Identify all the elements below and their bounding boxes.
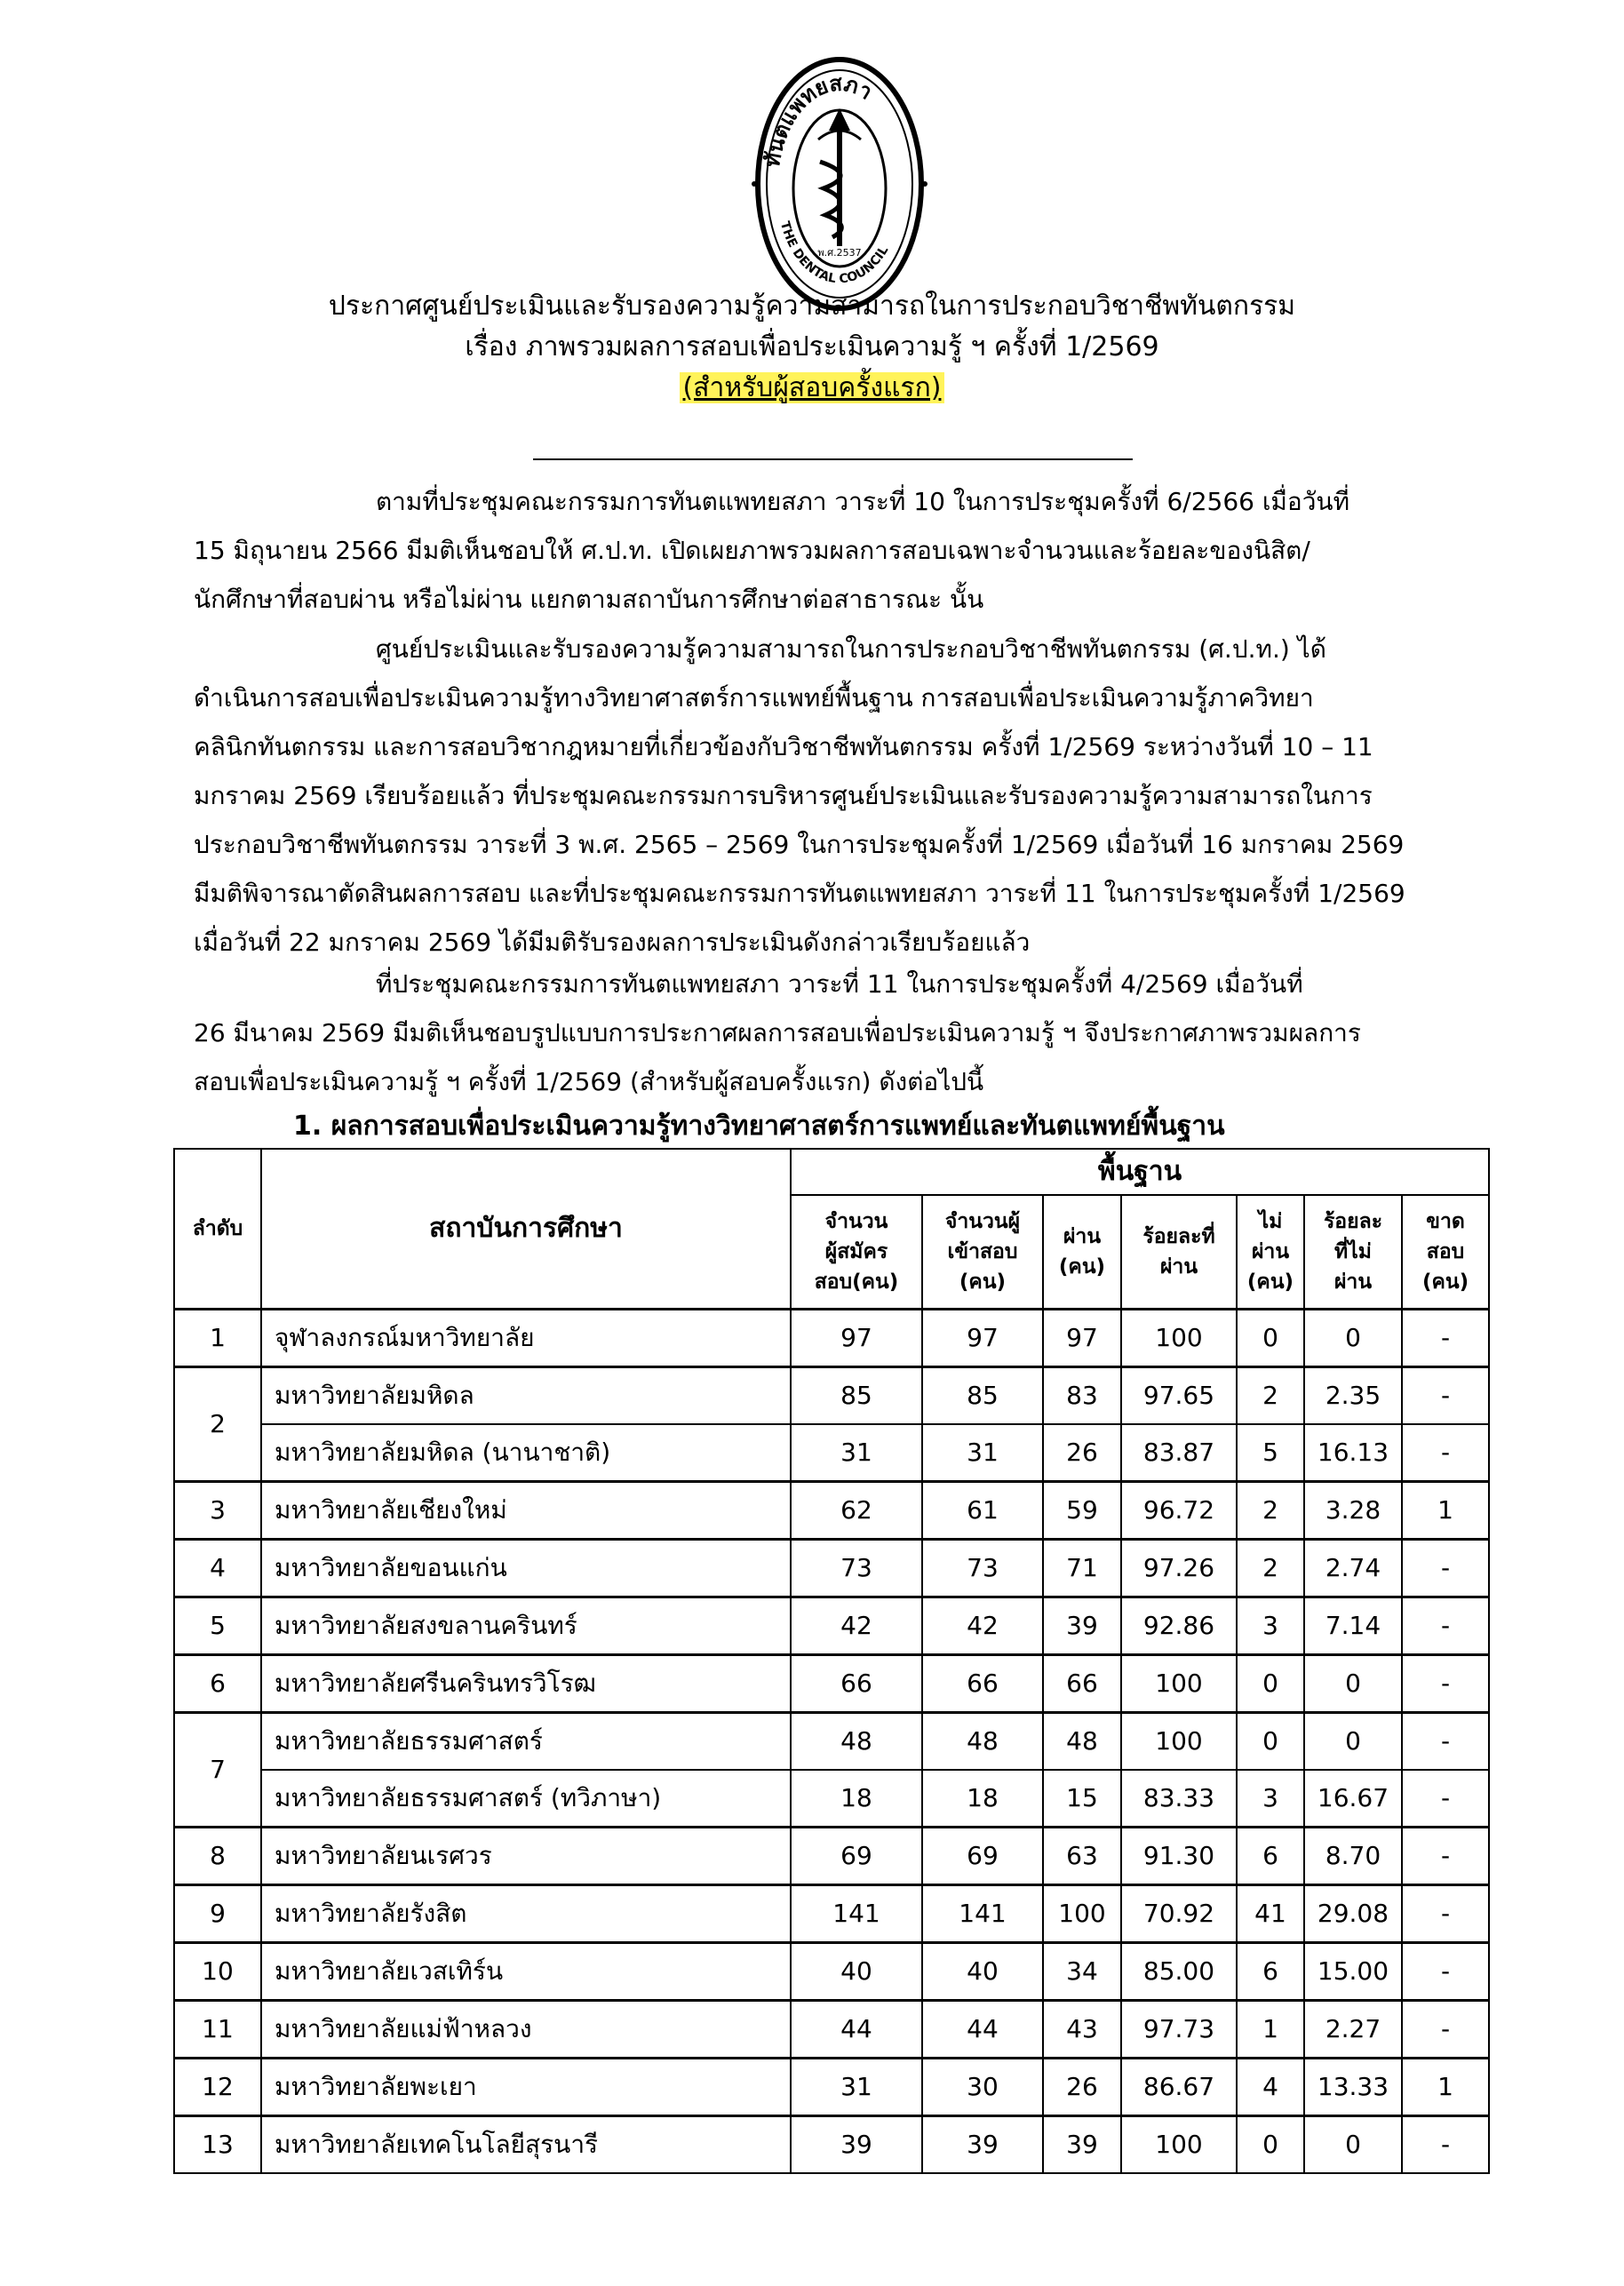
cell-value: 66 xyxy=(1043,1654,1121,1712)
row-number: 13 xyxy=(174,2115,261,2173)
cell-value: 43 xyxy=(1043,2000,1121,2058)
row-number: 10 xyxy=(174,1942,261,2000)
cell-value: 39 xyxy=(791,2115,922,2173)
cell-value: - xyxy=(1402,2115,1489,2173)
cell-value: 15 xyxy=(1043,1770,1121,1828)
institution-name: มหาวิทยาลัยนเรศวร xyxy=(261,1827,791,1884)
cell-value: 100 xyxy=(1043,1884,1121,1942)
table-row xyxy=(174,1481,1489,1539)
row-number: 3 xyxy=(174,1481,261,1539)
cell-value: - xyxy=(1402,1884,1489,1942)
header-no: ลำดับ xyxy=(174,1149,261,1309)
announcement-heading xyxy=(160,286,1464,409)
cell-value: 0 xyxy=(1237,1309,1304,1366)
cell-value: 141 xyxy=(791,1884,922,1942)
cell-value: 2 xyxy=(1237,1481,1304,1539)
paragraph-1-line: นักศึกษาที่สอบผ่าน หรือไม่ผ่าน แยกตามสถาบันการศึกษาต่อสาธารณะ นั้น xyxy=(194,585,984,614)
cell-value: - xyxy=(1402,1366,1489,1424)
paragraph-2 xyxy=(194,625,1464,967)
cell-value: 83.87 xyxy=(1121,1424,1237,1482)
cell-value: 30 xyxy=(922,2058,1043,2115)
cell-value: - xyxy=(1402,1654,1489,1712)
cell-value: 44 xyxy=(922,2000,1043,2058)
cell-value: 97 xyxy=(922,1309,1043,1366)
header-col-line: ผ่าน xyxy=(1333,1270,1373,1294)
cell-value: 16.13 xyxy=(1304,1424,1402,1482)
cell-value: 2 xyxy=(1237,1366,1304,1424)
table-row xyxy=(174,1654,1489,1712)
row-number: 7 xyxy=(174,1712,261,1827)
paragraph-3-line: สอบเพื่อประเมินความรู้ ฯ ครั้งที่ 1/2569 (สำหรับผู้สอบครั้งแรก) ดังต่อไปนี้ xyxy=(194,1067,984,1096)
cell-value: 31 xyxy=(791,2058,922,2115)
cell-value: - xyxy=(1402,1942,1489,2000)
cell-value: 7.14 xyxy=(1304,1597,1402,1654)
header-col-line: ไม่ xyxy=(1258,1209,1283,1233)
table-row xyxy=(174,2000,1489,2058)
cell-value: 42 xyxy=(791,1597,922,1654)
table-row xyxy=(174,1424,1489,1482)
cell-value: - xyxy=(1402,1712,1489,1770)
cell-value: 41 xyxy=(1237,1884,1304,1942)
cell-value: 16.67 xyxy=(1304,1770,1402,1828)
cell-value: 39 xyxy=(922,2115,1043,2173)
cell-value: 48 xyxy=(922,1712,1043,1770)
cell-value: 31 xyxy=(791,1424,922,1482)
paragraph-3 xyxy=(194,960,1464,1106)
header-col-line: ผ่าน xyxy=(1063,1224,1102,1248)
cell-value: - xyxy=(1402,1827,1489,1884)
cell-value: - xyxy=(1402,2000,1489,2058)
results-table xyxy=(173,1148,1490,2174)
institution-name: มหาวิทยาลัยเวสเทิร์น xyxy=(261,1942,791,2000)
cell-value: 0 xyxy=(1304,1654,1402,1712)
cell-value: 2.35 xyxy=(1304,1366,1402,1424)
cell-value: 96.72 xyxy=(1121,1481,1237,1539)
row-number: 5 xyxy=(174,1597,261,1654)
paragraph-2-line: ดำเนินการสอบเพื่อประเมินความรู้ทางวิทยาศาสตร์การแพทย์พื้นฐาน การสอบเพื่อประเมินความรู้ภาควิทยา xyxy=(194,683,1314,713)
cell-value: 85 xyxy=(922,1366,1043,1424)
header-col-1 xyxy=(922,1195,1043,1309)
heading-divider xyxy=(533,458,1133,460)
cell-value: 0 xyxy=(1237,1712,1304,1770)
seal-year: พ.ศ.2537 xyxy=(817,247,862,259)
institution-name: มหาวิทยาลัยธรรมศาสตร์ (ทวิภาษา) xyxy=(261,1770,791,1828)
cell-value: 59 xyxy=(1043,1481,1121,1539)
cell-value: 91.30 xyxy=(1121,1827,1237,1884)
cell-value: 100 xyxy=(1121,2115,1237,2173)
institution-name: จุฬาลงกรณ์มหาวิทยาลัย xyxy=(261,1309,791,1366)
cell-value: 100 xyxy=(1121,1654,1237,1712)
row-number: 11 xyxy=(174,2000,261,2058)
seal-bottom-text: THE DENTAL COUNCIL xyxy=(776,219,892,287)
cell-value: 26 xyxy=(1043,2058,1121,2115)
header-col-3 xyxy=(1121,1195,1237,1309)
cell-value: 63 xyxy=(1043,1827,1121,1884)
heading-line-2: เรื่อง ภาพรวมผลการสอบเพื่อประเมินความรู้ ฯ ครั้งที่ 1/2569 xyxy=(465,331,1159,362)
section-title: 1. ผลการสอบเพื่อประเมินความรู้ทางวิทยาศาสตร์การแพทย์และทันตแพทย์พื้นฐาน xyxy=(293,1111,1225,1142)
cell-value: 1 xyxy=(1402,2058,1489,2115)
table-row xyxy=(174,1884,1489,1942)
paragraph-1-line: 15 มิถุนายน 2566 มีมติเห็นชอบให้ ศ.ป.ท. เปิดเผยภาพรวมผลการสอบเฉพาะจำนวนและร้อยละของนิสิต/ xyxy=(194,536,1310,565)
cell-value: 0 xyxy=(1237,2115,1304,2173)
header-col-line: ผ่าน xyxy=(1251,1239,1290,1263)
header-group: พื้นฐาน xyxy=(791,1149,1489,1195)
table-row xyxy=(174,1597,1489,1654)
cell-value: - xyxy=(1402,1770,1489,1828)
paragraph-2-line: เมื่อวันที่ 22 มกราคม 2569 ได้มีมติรับรองผลการประเมินดังกล่าวเรียบร้อยแล้ว xyxy=(194,928,1031,957)
heading-line-3: (สำหรับผู้สอบครั้งแรก) xyxy=(680,372,945,403)
cell-value: 69 xyxy=(791,1827,922,1884)
cell-value: - xyxy=(1402,1539,1489,1597)
paragraph-1-line: ตามที่ประชุมคณะกรรมการทันตแพทยสภา วาระที่ 10 ในการประชุมครั้งที่ 6/2566 เมื่อวันที่ xyxy=(376,487,1350,516)
header-institution: สถาบันการศึกษา xyxy=(261,1149,791,1309)
cell-value: 4 xyxy=(1237,2058,1304,2115)
cell-value: 6 xyxy=(1237,1827,1304,1884)
cell-value: 69 xyxy=(922,1827,1043,1884)
institution-name: มหาวิทยาลัยธรรมศาสตร์ xyxy=(261,1712,791,1770)
cell-value: 97.73 xyxy=(1121,2000,1237,2058)
cell-value: 66 xyxy=(922,1654,1043,1712)
cell-value: 1 xyxy=(1237,2000,1304,2058)
cell-value: 48 xyxy=(1043,1712,1121,1770)
header-col-line: (คน) xyxy=(1421,1270,1469,1294)
table-row xyxy=(174,1309,1489,1366)
cell-value: 13.33 xyxy=(1304,2058,1402,2115)
cell-value: 48 xyxy=(791,1712,922,1770)
cell-value: 71 xyxy=(1043,1539,1121,1597)
paragraph-2-line: คลินิกทันตกรรม และการสอบวิชากฎหมายที่เกี่ยวข้องกับวิชาชีพทันตกรรม ครั้งที่ 1/2569 ระหว่างวันที่ 10 – 11 xyxy=(194,732,1373,761)
table-row xyxy=(174,2115,1489,2173)
cell-value: 0 xyxy=(1304,1309,1402,1366)
cell-value: 70.92 xyxy=(1121,1884,1237,1942)
paragraph-3-line: ที่ประชุมคณะกรรมการทันตแพทยสภา วาระที่ 11 ในการประชุมครั้งที่ 4/2569 เมื่อวันที่ xyxy=(376,969,1303,999)
cell-value: 39 xyxy=(1043,1597,1121,1654)
paragraph-1 xyxy=(194,477,1464,624)
cell-value: 2.27 xyxy=(1304,2000,1402,2058)
header-col-4 xyxy=(1237,1195,1304,1309)
cell-value: - xyxy=(1402,1597,1489,1654)
institution-name: มหาวิทยาลัยรังสิต xyxy=(261,1884,791,1942)
table-row xyxy=(174,1539,1489,1597)
cell-value: 2.74 xyxy=(1304,1539,1402,1597)
cell-value: 44 xyxy=(791,2000,922,2058)
cell-value: - xyxy=(1402,1309,1489,1366)
cell-value: 29.08 xyxy=(1304,1884,1402,1942)
table-row xyxy=(174,1712,1489,1770)
cell-value: 34 xyxy=(1043,1942,1121,2000)
paragraph-2-line: ศูนย์ประเมินและรับรองความรู้ความสามารถในการประกอบวิชาชีพทันตกรรม (ศ.ป.ท.) ได้ xyxy=(376,634,1326,664)
cell-value: 0 xyxy=(1304,1712,1402,1770)
cell-value: 61 xyxy=(922,1481,1043,1539)
institution-name: มหาวิทยาลัยขอนแก่น xyxy=(261,1539,791,1597)
header-col-2 xyxy=(1043,1195,1121,1309)
cell-value: 141 xyxy=(922,1884,1043,1942)
table-row xyxy=(174,1770,1489,1828)
paragraph-2-line: มีมติพิจารณาตัดสินผลการสอบ และที่ประชุมคณะกรรมการทันตแพทยสภา วาระที่ 11 ในการประชุมครั้งที่ 1/2569 xyxy=(194,879,1405,908)
cell-value: 3.28 xyxy=(1304,1481,1402,1539)
header-col-line: ผู้สมัคร xyxy=(824,1239,888,1263)
cell-value: 15.00 xyxy=(1304,1942,1402,2000)
header-col-line: ขาด xyxy=(1426,1209,1465,1233)
cell-value: 83.33 xyxy=(1121,1770,1237,1828)
cell-value: 85 xyxy=(791,1366,922,1424)
institution-name: มหาวิทยาลัยศรีนครินทรวิโรฒ xyxy=(261,1654,791,1712)
header-col-line: ร้อยละ xyxy=(1323,1209,1383,1233)
cell-value: 8.70 xyxy=(1304,1827,1402,1884)
header-col-line: (คน) xyxy=(1246,1270,1294,1294)
cell-value: 31 xyxy=(922,1424,1043,1482)
cell-value: 42 xyxy=(922,1597,1043,1654)
header-col-line: ร้อยละที่ xyxy=(1142,1224,1215,1248)
cell-value: 0 xyxy=(1237,1654,1304,1712)
paragraph-2-line: ประกอบวิชาชีพทันตกรรม วาระที่ 3 พ.ศ. 2565 – 2569 ในการประชุมครั้งที่ 1/2569 เมื่อวันที่ 16 มกราคม 2569 xyxy=(194,830,1405,859)
cell-value: 97 xyxy=(791,1309,922,1366)
cell-value: 85.00 xyxy=(1121,1942,1237,2000)
institution-name: มหาวิทยาลัยพะเยา xyxy=(261,2058,791,2115)
table-row xyxy=(174,1827,1489,1884)
row-number: 12 xyxy=(174,2058,261,2115)
institution-name: มหาวิทยาลัยสงขลานครินทร์ xyxy=(261,1597,791,1654)
row-number: 2 xyxy=(174,1366,261,1481)
cell-value: 26 xyxy=(1043,1424,1121,1482)
row-number: 6 xyxy=(174,1654,261,1712)
seal-arc-text: ทันตแพทยสภา xyxy=(759,70,877,170)
cell-value: 40 xyxy=(922,1942,1043,2000)
cell-value: 5 xyxy=(1237,1424,1304,1482)
cell-value: - xyxy=(1402,1424,1489,1482)
table-row xyxy=(174,1942,1489,2000)
table-row xyxy=(174,2058,1489,2115)
cell-value: 100 xyxy=(1121,1309,1237,1366)
row-number: 1 xyxy=(174,1309,261,1366)
cell-value: 1 xyxy=(1402,1481,1489,1539)
header-col-line: จำนวน xyxy=(824,1209,888,1233)
header-col-5 xyxy=(1304,1195,1402,1309)
header-col-line: เข้าสอบ xyxy=(947,1239,1018,1263)
cell-value: 62 xyxy=(791,1481,922,1539)
header-col-line: สอบ xyxy=(1426,1239,1465,1263)
heading-line-1: ประกาศศูนย์ประเมินและรับรองความรู้ความสามารถในการประกอบวิชาชีพทันตกรรม xyxy=(328,291,1296,322)
cell-value: 3 xyxy=(1237,1770,1304,1828)
paragraph-2-line: มกราคม 2569 เรียบร้อยแล้ว ที่ประชุมคณะกรรมการบริหารศูนย์ประเมินและรับรองความรู้ความสามารถในการ xyxy=(194,781,1373,810)
cell-value: 73 xyxy=(922,1539,1043,1597)
cell-value: 40 xyxy=(791,1942,922,2000)
cell-value: 97 xyxy=(1043,1309,1121,1366)
cell-value: 3 xyxy=(1237,1597,1304,1654)
row-number: 4 xyxy=(174,1539,261,1597)
header-col-0 xyxy=(791,1195,922,1309)
table-row xyxy=(174,1366,1489,1424)
header-col-line: สอบ(คน) xyxy=(814,1270,899,1294)
institution-name: มหาวิทยาลัยแม่ฟ้าหลวง xyxy=(261,2000,791,2058)
institution-name: มหาวิทยาลัยมหิดล xyxy=(261,1366,791,1424)
cell-value: 97.26 xyxy=(1121,1539,1237,1597)
cell-value: 18 xyxy=(791,1770,922,1828)
header-col-line: ผ่าน xyxy=(1159,1255,1198,1278)
row-number: 9 xyxy=(174,1884,261,1942)
dental-council-seal xyxy=(751,55,928,313)
cell-value: 73 xyxy=(791,1539,922,1597)
paragraph-3-line: 26 มีนาคม 2569 มีมติเห็นชอบรูปแบบการประกาศผลการสอบเพื่อประเมินความรู้ ฯ จึงประกาศภาพรวมผลการ xyxy=(194,1018,1361,1047)
header-col-line: ที่ไม่ xyxy=(1334,1239,1372,1263)
header-col-line: (คน) xyxy=(959,1270,1007,1294)
cell-value: 0 xyxy=(1304,2115,1402,2173)
cell-value: 92.86 xyxy=(1121,1597,1237,1654)
header-col-line: จำนวนผู้ xyxy=(944,1209,1021,1233)
cell-value: 6 xyxy=(1237,1942,1304,2000)
cell-value: 66 xyxy=(791,1654,922,1712)
institution-name: มหาวิทยาลัยเชียงใหม่ xyxy=(261,1481,791,1539)
cell-value: 18 xyxy=(922,1770,1043,1828)
cell-value: 86.67 xyxy=(1121,2058,1237,2115)
cell-value: 39 xyxy=(1043,2115,1121,2173)
cell-value: 100 xyxy=(1121,1712,1237,1770)
header-col-line: (คน) xyxy=(1058,1255,1106,1278)
institution-name: มหาวิทยาลัยเทคโนโลยีสุรนารี xyxy=(261,2115,791,2173)
cell-value: 83 xyxy=(1043,1366,1121,1424)
institution-name: มหาวิทยาลัยมหิดล (นานาชาติ) xyxy=(261,1424,791,1482)
cell-value: 2 xyxy=(1237,1539,1304,1597)
row-number: 8 xyxy=(174,1827,261,1884)
header-col-6 xyxy=(1402,1195,1489,1309)
cell-value: 97.65 xyxy=(1121,1366,1237,1424)
